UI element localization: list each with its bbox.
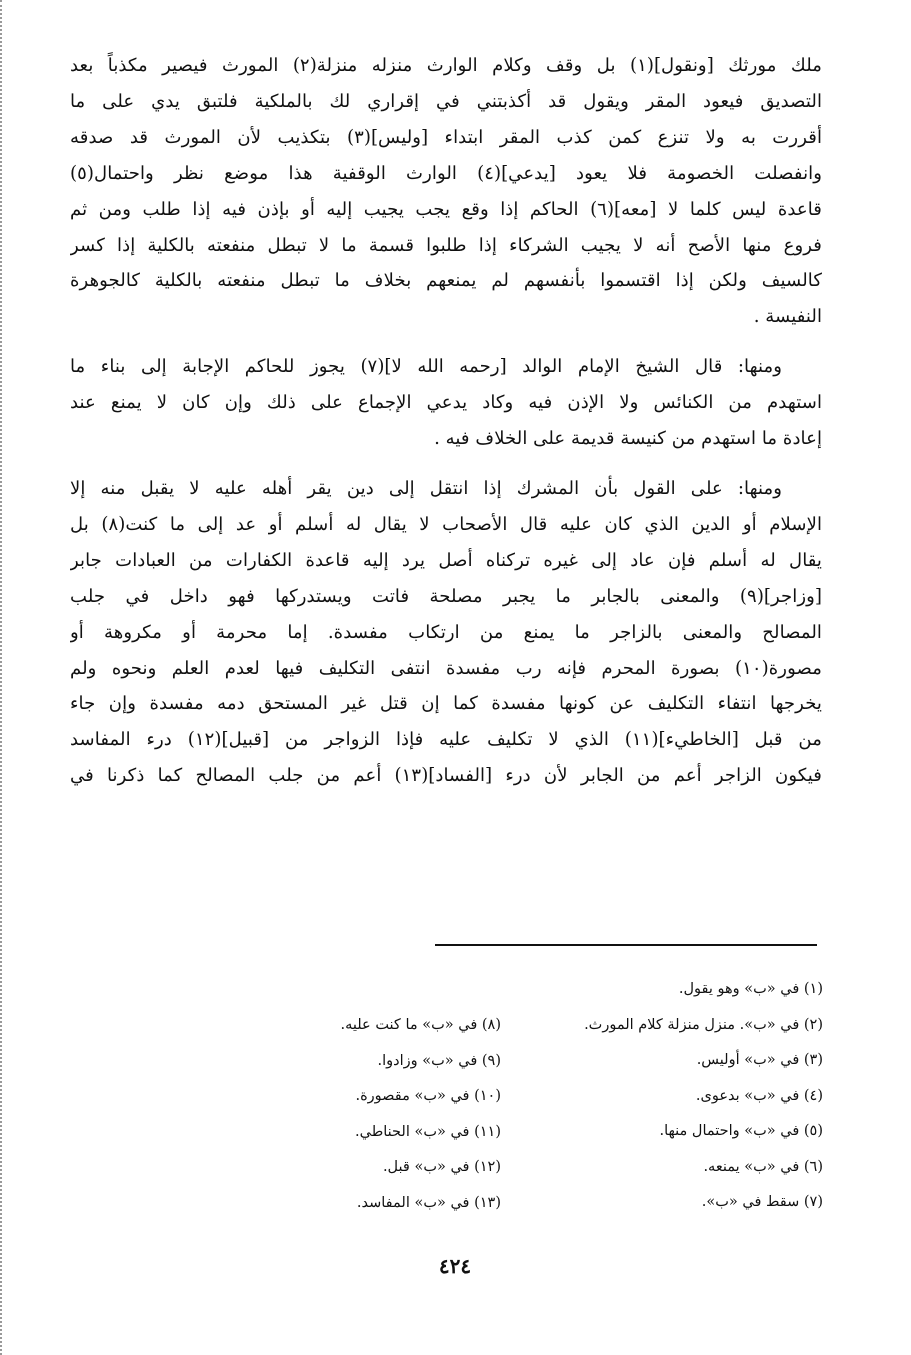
text-line: استهدم من الكنائس ولا الإذن فيه وكاد يدعي الإجماع على ذلك وإن كان لا يمنع عند <box>70 392 822 414</box>
text-line: مصورة(١٠) بصورة المحرم فإنه رب مفسدة انتفى التكليف فيها لعدم العلم ونحوه ولم <box>70 657 822 679</box>
text-line: من قبل [الخاطيء](١١) الذي لا تكليف عليه فإذا الزواجر من [قبيل](١٢) درء المفاسد <box>70 729 822 751</box>
scan-margin-dots <box>0 0 8 1355</box>
text-line: ملك مورثك [ونقول](١) بل وقف وكلام الوارث منزله منزلة(٢) المورث فيصير مكذباً بعد <box>70 55 822 76</box>
text-line: إعادة ما استهدم من كنيسة قديمة على الخلاف فيه . <box>434 428 822 450</box>
footnote: (١١) في «ب» الحناطي. <box>355 1123 501 1140</box>
footnote: (٣) في «ب» أوليس. <box>696 1052 823 1068</box>
footnote: (٦) في «ب» يمنعه. <box>703 1158 823 1175</box>
text-line: فيكون الزاجر أعم من الجابر لأن درء [الفساد](١٣) أعم من جلب المصالح كما ذكرنا في <box>70 765 822 787</box>
text-line: النفيسة . <box>753 306 822 328</box>
footnotes-right-column <box>503 972 823 1221</box>
text-line: [وزاجر](٩) والمعنى بالجابر ما يجبر مصلحة فاتت ويستدركها فهو داخل في جلب <box>70 585 822 607</box>
footnote-divider <box>435 944 817 946</box>
paragraph-2 <box>70 349 822 457</box>
text-line: ومنها: على القول بأن المشرك إذا انتقل إلى دين يقر أهله عليه لا يقبل منه إلا <box>70 477 782 499</box>
footnote: (١) في «ب» وهو يقول. <box>678 981 823 997</box>
text-line: الإسلام أو الدين الذي كان عليه قال الأصحاب لا يقال له أسلم أو عد إلى ما كنت(٨) بل <box>70 513 822 535</box>
text-line: يخرجها انتفاء التكليف عن كونها مفسدة كما إن قتل غير المستحق دمه مفسدة وإن جاء <box>70 693 822 715</box>
text-line: كالسيف ولكن إذا اقتسموا بأنفسهم لم يمنعهم بخلاف ما تبطل منفعته بالكلية كالجوهرة <box>70 270 822 292</box>
text-line: ومنها: قال الشيخ الإمام الوالد [رحمه الله لا](٧) يجوز للحاكم الإجابة إلى بناء ما <box>70 356 782 378</box>
footnote: (٩) في «ب» وزادوا. <box>377 1052 501 1069</box>
main-text <box>70 48 822 808</box>
text-line: أقررت به ولا تنزع كمن كذب المقر ابتداء [وليس](٣) بتكذيب لأن المورث قد صدقه <box>70 126 822 148</box>
footnote: (١٢) في «ب» قبل. <box>382 1159 501 1175</box>
footnote: (١٣) في «ب» المفاسد. <box>356 1194 501 1211</box>
text-line: المصالح والمعنى بالزاجر ما يمنع من ارتكاب مفسدة. إما محرمة أو مكروهة أو <box>70 621 822 643</box>
footnote: (٥) في «ب» واحتمال منها. <box>659 1123 823 1139</box>
page-number: ٤٢٤ <box>438 1254 472 1278</box>
text-line: قاعدة ليس كلما لا [معه](٦) الحاكم إذا وقع يجب يجيب إليه أو بإذن فيه إذا طلب ومن ثم <box>70 198 822 220</box>
footnotes-left-column <box>301 1008 501 1221</box>
footnote: (٢) في «ب». منزل منزلة كلام المورث. <box>584 1016 823 1033</box>
text-line: التصديق فيعود المقر ويقول قد أكذبتني في إقراري لك بالملكية فلتبق يدي على ما <box>70 90 822 112</box>
paragraph-1 <box>70 48 822 335</box>
footnote: (٤) في «ب» بدعوى. <box>695 1087 823 1104</box>
text-line: فروع منها الأصح أنه لا يجيب الشركاء إذا طلبوا قسمة ما لا تبطل منفعته بالكلية إذا كسر <box>70 234 822 256</box>
footnote: (٨) في «ب» ما كنت عليه. <box>340 1017 501 1033</box>
paragraph-3 <box>70 471 822 794</box>
text-line: يقال له أسلم فإن عاد إلى غيره تركناه أصل يرد إليه قاعدة الكفارات من العبادات جابر <box>70 549 822 571</box>
footnote: (٧) سقط في «ب». <box>701 1194 823 1210</box>
footnote: (١٠) في «ب» مقصورة. <box>355 1088 501 1104</box>
text-line: وانفصلت الخصومة فلا يعود [يدعي](٤) الوارث الوقفية هذا موضع نظر واحتمال(٥) <box>70 162 822 184</box>
